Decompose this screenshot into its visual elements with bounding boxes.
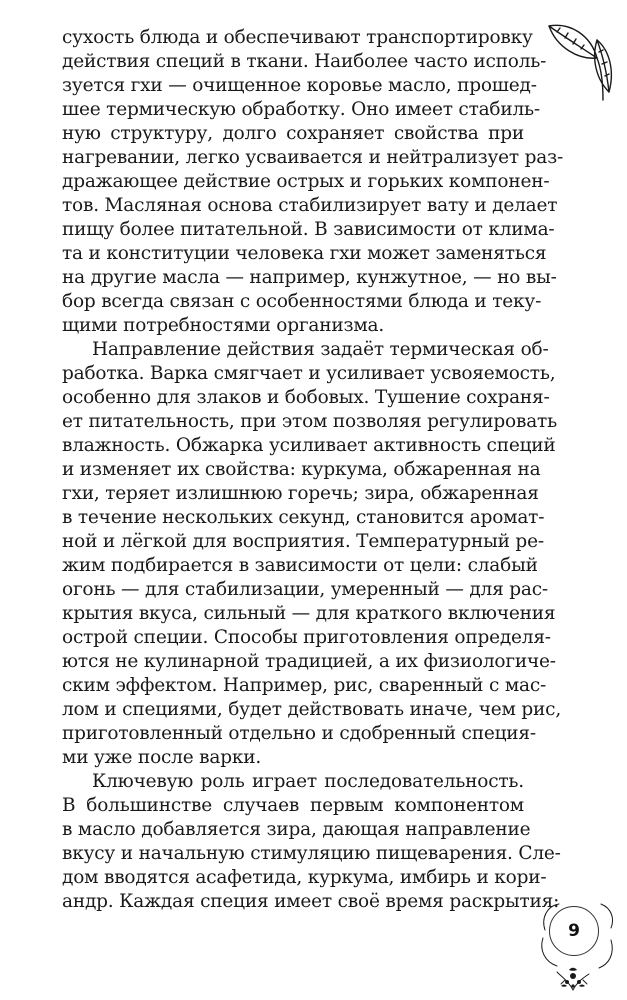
text-line: гхи, теряет излишнюю горечь; зира, обжаренная	[62, 483, 539, 504]
text-line: острой специи. Способы приготовления определя-	[62, 627, 551, 648]
text-line: приготовленный отдельно и сдобренный специя-	[62, 723, 536, 744]
text-line: дом вводятся асафетида, куркума, имбирь и кори-	[62, 867, 547, 888]
text-line: на другие масла — например, кунжутное, — но вы-	[62, 267, 557, 288]
paragraph-first-line: Ключевую роль играет последовательность.	[92, 771, 524, 792]
text-line: та и конституции человека гхи может заменяться	[62, 243, 547, 264]
text-line: В большинстве случаев первым компонентом	[62, 795, 524, 816]
leaf-branch-icon	[543, 18, 619, 104]
text-line: щими потребностями организма.	[62, 315, 385, 336]
text-line: огонь — для стабилизации, умеренный — для рас-	[62, 579, 548, 600]
text-line: дражающее действие острых и горьких компонен-	[62, 171, 550, 192]
text-line: ет питательность, при этом позволяя регулировать	[62, 411, 557, 432]
body-text	[62, 26, 564, 914]
paragraph-first-line: Направление действия задаёт термическая об-	[92, 339, 549, 360]
text-line: работка. Варка смягчает и усиливает усвояемость,	[62, 363, 556, 384]
text-line: ми уже после варки.	[62, 747, 262, 768]
text-line: шее термическую обработку. Оно имеет стабиль-	[62, 99, 540, 120]
text-line: сухость блюда и обеспечивают транспортировку	[62, 27, 533, 48]
text-line: ским эффектом. Например, рис, сваренный с мас-	[62, 675, 547, 696]
text-line: зуется гхи — очищенное коровье масло, прошед-	[62, 75, 537, 96]
text-line: вкусу и начальную стимуляцию пищеварения. Сле-	[62, 843, 561, 864]
page-number: 9	[549, 906, 599, 956]
text-line: действия специй в ткани. Наиболее часто исполь-	[62, 51, 547, 72]
text-line: нагревании, легко усваивается и нейтрализует раз-	[62, 147, 564, 168]
text-line: пищу более питательной. В зависимости от клима-	[62, 219, 555, 240]
page-number-ornament	[539, 900, 617, 992]
text-line: ной и лёгкой для восприятия. Температурный ре-	[62, 531, 544, 552]
text-line: ную структуру, долго сохраняет свойства при	[62, 123, 524, 144]
text-line: в масло добавляется зира, дающая направление	[62, 819, 531, 840]
text-line: особенно для злаков и бобовых. Тушение сохраня-	[62, 387, 550, 408]
text-line: влажность. Обжарка усиливает активность специй	[62, 435, 556, 456]
text-line: и изменяет их свойства: куркума, обжаренная на	[62, 459, 541, 480]
text-line: андр. Каждая специя имеет своё время раскрытия:	[62, 891, 560, 912]
text-line: лом и специями, будет действовать иначе, чем рис,	[62, 699, 562, 720]
text-line: ются не кулинарной традицией, а их физиологиче-	[62, 651, 556, 672]
text-line: в течение нескольких секунд, становится аромат-	[62, 507, 545, 528]
text-line: тов. Масляная основа стабилизирует вату и делает	[62, 195, 558, 216]
text-line: бор всегда связан с особенностями блюда и теку-	[62, 291, 542, 312]
text-line: жим подбирается в зависимости от цели: слабый	[62, 555, 538, 576]
text-line: крытия вкуса, сильный — для краткого включения	[62, 603, 556, 624]
